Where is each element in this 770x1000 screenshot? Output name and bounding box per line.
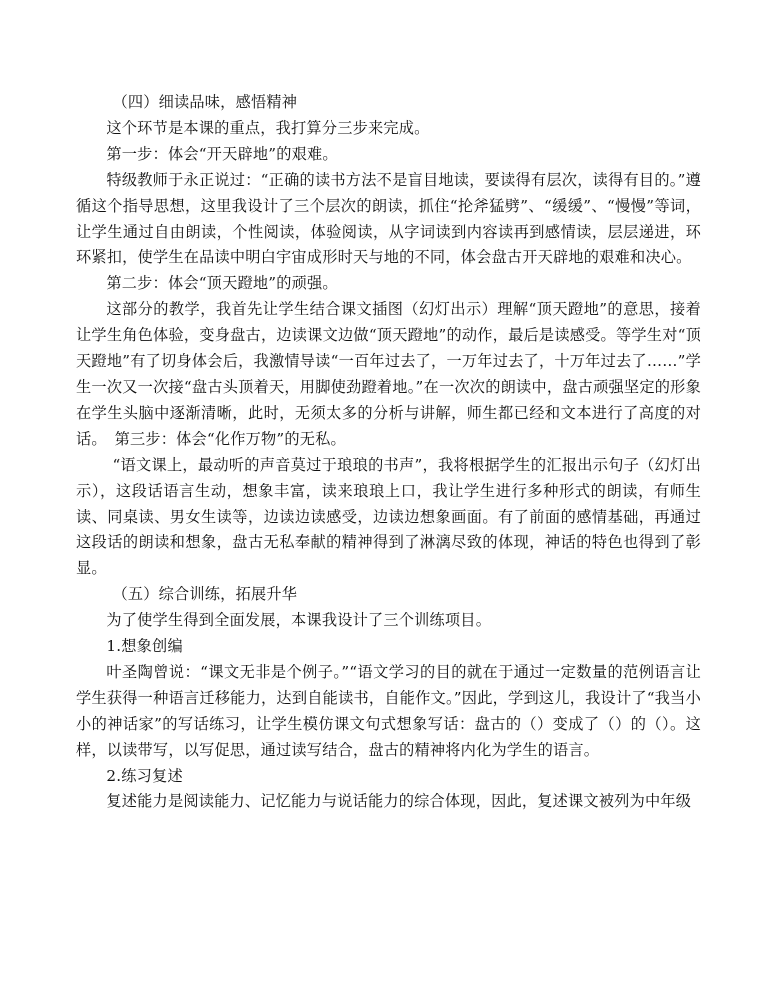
paragraph-imagination-detail: 叶圣陶曾说：“课文无非是个例子。”“语文学习的目的就在于通过一定数量的范例语言让学生获得一种语言迁移能力，达到自能读书，自能作文。”因此，学到这儿，我设计了“我当小小的神话家”的写话练习，让学生模仿课文句式想象写话：盘古的（）变成了（）的（）。这样，以读带写，以写促思，通过读写结合，盘古的精神将内化为学生的语言。 [76, 662, 701, 759]
document-body [76, 90, 701, 815]
paragraph-step-one-detail: 特级教师于永正说过：“正确的读书方法不是盲目地读，要读得有层次，读得有目的。”遵循这个指导思想，这里我设计了三个层次的朗读，抓住“抡斧猛劈”、“缓缓”、“慢慢”等词，让学生通过自由朗读，个性阅读，体验阅读，从字词读到内容读再到感情读，层层递进，环环紧扣，使学生在品读中明白宇宙成形时天与地的不同，体会盘古开天辟地的艰难和决心。 [76, 170, 701, 267]
paragraph-retelling-detail: 复述能力是阅读能力、记忆能力与说话能力的综合体现，因此，复述课文被列为中年级 [106, 792, 692, 811]
section-heading-4: （四）细读品味，感悟精神 [112, 93, 298, 111]
subheading-retelling: 2.练习复述 [106, 766, 183, 785]
paragraph-training-intro: 为了使学生得到全面发展，本课我设计了三个训练项目。 [106, 611, 492, 630]
paragraph-intro: 这个环节是本课的重点，我打算分三步来完成。 [106, 118, 430, 137]
paragraph-step-two: 第二步：体会“顶天蹬地”的顽强。 [106, 274, 338, 293]
paragraph-step-three-detail: “语文课上，最动听的声音莫过于琅琅的书声”，我将根据学生的汇报出示句子（幻灯出示），这段话语言生动，想象丰富，读来琅琅上口，我让学生进行多种形式的朗读，有师生读、同桌读、男女生读等，边读边读感受，边读边想象画面。有了前面的感情基础，再通过这段话的朗读和想象，盘古无私奉献的精神得到了淋漓尽致的体现，神话的特色也得到了彰显。 [76, 455, 701, 578]
section-heading-5: （五）综合训练，拓展升华 [112, 585, 298, 604]
subheading-imagination: 1.想象创编 [106, 637, 183, 656]
paragraph-step-one: 第一步：体会“开天辟地”的艰难。 [106, 144, 338, 163]
paragraph-step-two-detail: 这部分的教学，我首先让学生结合课文插图（幻灯出示）理解“顶天蹬地”的意思，接着让学生角色体验，变身盘古，边读课文边做“顶天蹬地”的动作，最后是读感受。等学生对“顶天蹬地”有了切身体会后，我激情导读“一百年过去了，一万年过去了，十万年过去了……”学生一次又一次接“盘古头顶着天，用脚使劲蹬着地。”在一次次的朗读中，盘古顽强坚定的形象在学生头脑中逐渐清晰，此时，无须太多的分析与讲解，师生都已经和文本进行了高度的对话。 第三步：体会“化作万物”的无私。 [76, 300, 701, 448]
